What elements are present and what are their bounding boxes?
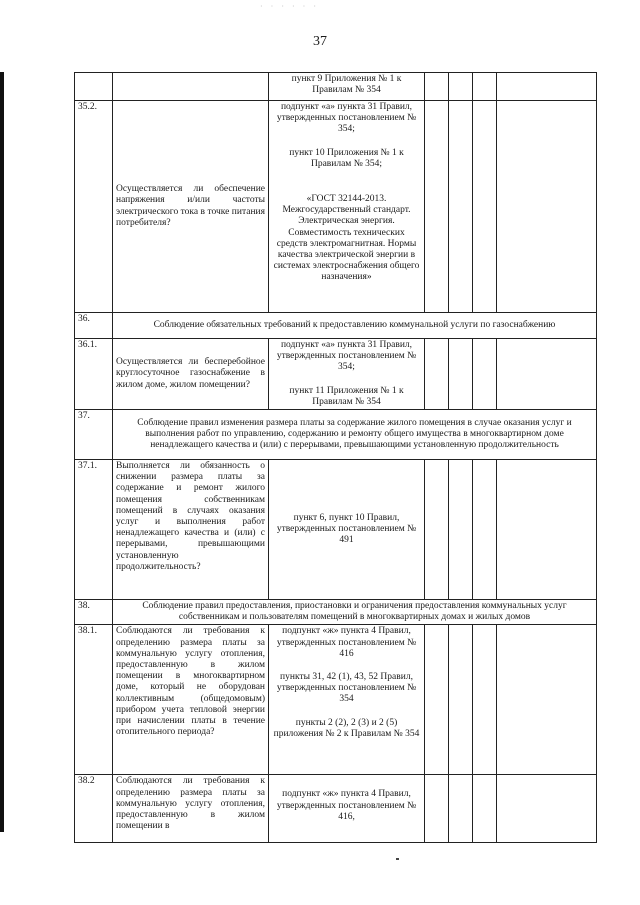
- ref-text: пункты 31, 42 (1), 43, 52 Правил, утвержденных постановлением № 354: [276, 672, 417, 705]
- check-cell: [449, 460, 473, 600]
- ref-text: «ГОСТ 32144-2013. Межгосударственный стандарт. Электрическая энергия. Совместимость технических средств электромагнитная. Нормы качества электрической энергии в системах электроснабжения общего назначения»: [273, 194, 420, 283]
- notes-cell: [497, 775, 597, 843]
- num-cell: 36.: [75, 313, 113, 339]
- ref-cell: [269, 101, 425, 313]
- scan-noise: · · · · · ·: [260, 2, 319, 11]
- table-row: [75, 775, 597, 843]
- num-cell: 36.1.: [75, 339, 113, 410]
- table-row: [75, 460, 597, 600]
- ref-cell: [269, 625, 425, 775]
- check-cell: [449, 775, 473, 843]
- num-cell: 35.2.: [75, 101, 113, 313]
- notes-cell: [497, 625, 597, 775]
- ref-text: пункты 2 (2), 2 (3) и 2 (5) приложения № 2 к Правилам № 354: [273, 717, 420, 739]
- check-cell: [473, 101, 497, 313]
- page-number: 37: [313, 34, 327, 49]
- check-cell: [449, 339, 473, 410]
- check-cell: [473, 775, 497, 843]
- ref-cell: пункт 9 Приложения № 1 к Правилам № 354: [269, 73, 425, 101]
- ref-text: подпункт «а» пункта 31 Правил, утвержденных постановлением № 354;: [276, 340, 417, 373]
- check-cell: [425, 101, 449, 313]
- ref-text: пункт 10 Приложения № 1 к Правилам № 354;: [289, 147, 404, 169]
- notes-cell: [497, 460, 597, 600]
- ref-cell: подпункт «ж» пункта 4 Правил, утвержденных постановлением № 416,: [269, 775, 425, 843]
- num-cell: 38.2: [75, 775, 113, 843]
- question-cell: Соблюдаются ли требования к определению размера платы за коммунальную услугу отопления, предоставленную в жилом помещении в: [113, 775, 269, 843]
- table-row: [75, 101, 597, 313]
- section-title: Соблюдение обязательных требований к предоставлению коммунальной услуги по газоснабжению: [113, 313, 597, 339]
- num-cell: 37.: [75, 410, 113, 460]
- notes-cell: [497, 101, 597, 313]
- question-cell: Выполняется ли обязанность о снижении размера платы за содержание и ремонт жилого помещения собственникам помещений в случаях оказания услуг и выполнения работ ненадлежащего качества и (или) с перерывами, превышающими установленную продолжительность?: [113, 460, 269, 600]
- table-row: [75, 625, 597, 775]
- question-cell: Осуществляется ли обеспечение напряжения и/или частоты электрического тока в точке питания потребителя?: [113, 101, 269, 313]
- section-title: Соблюдение правил предоставления, приостановки и ограничения предоставления коммунальных услуг собственникам и пользователям помещений в многоквартирных домах и жилых домов: [113, 600, 597, 625]
- ref-cell: [269, 339, 425, 410]
- ref-text: пункт 11 Приложения № 1 к Правилам № 354: [289, 385, 404, 407]
- check-cell: [425, 625, 449, 775]
- check-cell: [473, 625, 497, 775]
- scan-speck: [396, 858, 399, 860]
- check-cell: [449, 101, 473, 313]
- check-cell: [425, 339, 449, 410]
- requirements-table: [74, 72, 597, 843]
- section-row: [75, 313, 597, 339]
- notes-cell: [497, 339, 597, 410]
- check-cell: [449, 73, 473, 101]
- check-cell: [473, 460, 497, 600]
- question-cell: Соблюдаются ли требования к определению размера платы за коммунальную услугу отопления, предоставленную в жилом помещении в многоквартирном доме, который не оборудован коллективным (общедомовым) прибором учета тепловой энергии при начислении платы в течение отопительного периода?: [113, 625, 269, 775]
- num-cell: 38.1.: [75, 625, 113, 775]
- table-row: [75, 73, 597, 101]
- ref-cell: пункт 6, пункт 10 Правил, утвержденных постановлением № 491: [269, 460, 425, 600]
- question-cell: Осуществляется ли бесперебойное круглосуточное газоснабжение в жилом доме, жилом помещении?: [113, 339, 269, 410]
- check-cell: [449, 625, 473, 775]
- check-cell: [473, 339, 497, 410]
- section-row: [75, 410, 597, 460]
- question-cell: [113, 73, 269, 101]
- check-cell: [425, 460, 449, 600]
- num-cell: 38.: [75, 600, 113, 625]
- ref-text: подпункт «а» пункта 31 Правил, утвержденных постановлением № 354;: [276, 102, 417, 135]
- check-cell: [473, 73, 497, 101]
- check-cell: [425, 73, 449, 101]
- table-row: [75, 339, 597, 410]
- num-cell: [75, 73, 113, 101]
- scan-edge-mark: [0, 72, 4, 832]
- notes-cell: [497, 73, 597, 101]
- num-cell: 37.1.: [75, 460, 113, 600]
- section-title: Соблюдение правил изменения размера платы за содержание жилого помещения в случае оказания услуг и выполнения работ по управлению, содержанию и ремонту общего имущества в многоквартирном доме ненадлежащего качества и (или) с перерывами, превышающими установленную продолжительность: [113, 410, 597, 460]
- check-cell: [425, 775, 449, 843]
- ref-text: подпункт «ж» пункта 4 Правил, утвержденных постановлением № 416: [276, 626, 417, 659]
- section-row: [75, 600, 597, 625]
